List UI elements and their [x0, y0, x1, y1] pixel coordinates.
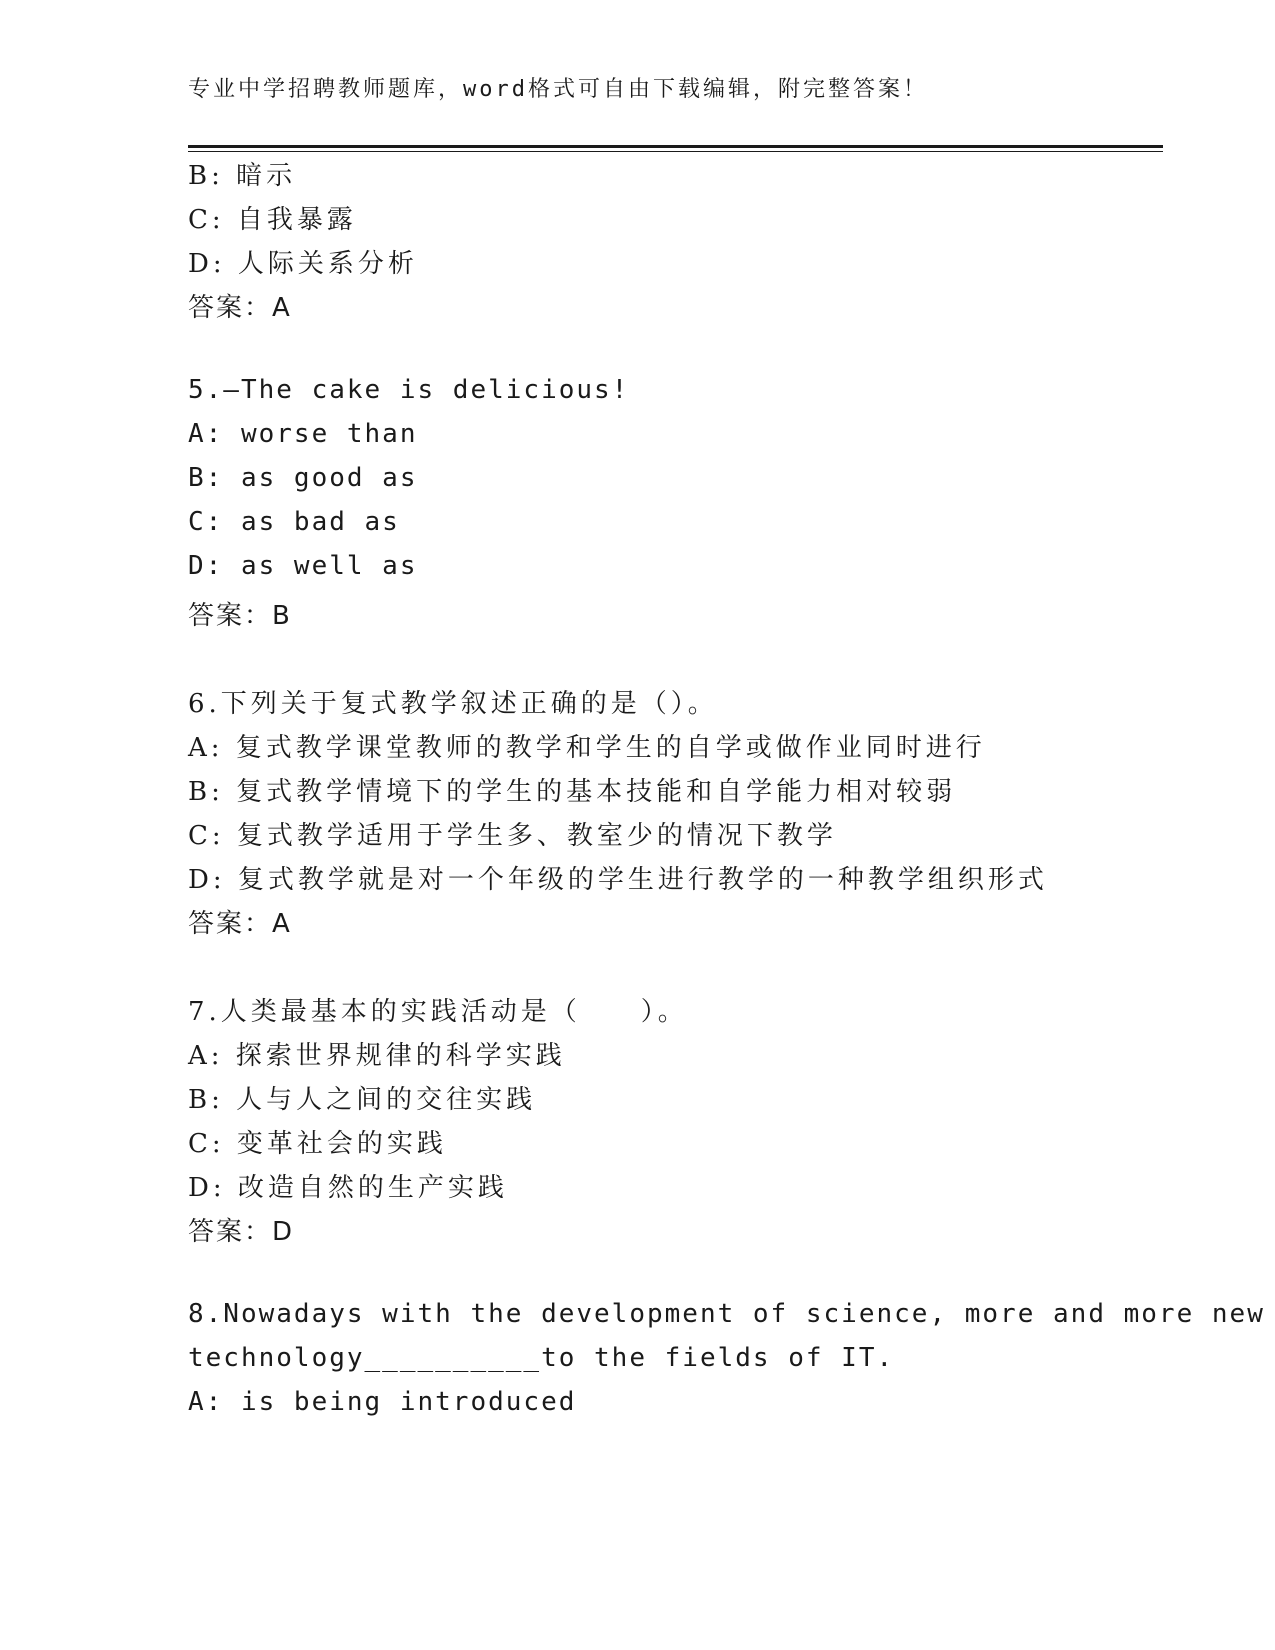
q8-stem-line2: technology__________to the fields of IT. [188, 1343, 895, 1373]
q4-answer: 答案：A [188, 293, 292, 323]
q5-stem: 5.—The cake is delicious! [188, 375, 630, 405]
q7-option-d: D: 改造自然的生产实践 [188, 1173, 508, 1203]
q8-option-a: A: is being introduced [188, 1387, 577, 1417]
q8-stem-line1: 8.Nowadays with the development of science, more and more new [188, 1299, 1265, 1329]
q6-answer: 答案：A [188, 909, 292, 939]
q4-option-b: B: 暗示 [188, 161, 297, 191]
q6-stem: 6.下列关于复式教学叙述正确的是（）。 [188, 689, 718, 719]
q6-option-a: A: 复式教学课堂教师的教学和学生的自学或做作业同时进行 [188, 733, 986, 763]
q7-option-c: C: 变革社会的实践 [188, 1129, 447, 1159]
q5-answer: 答案：B [188, 601, 292, 631]
header-divider [188, 145, 1163, 148]
q7-option-a: A: 探索世界规律的科学实践 [188, 1041, 566, 1071]
q5-option-d: D: as well as [188, 551, 418, 581]
header-divider-thin [188, 151, 1163, 152]
q7-answer: 答案：D [188, 1217, 295, 1247]
q6-option-b: B: 复式教学情境下的学生的基本技能和自学能力相对较弱 [188, 777, 957, 807]
q4-option-d: D: 人际关系分析 [188, 249, 418, 279]
q7-option-b: B: 人与人之间的交往实践 [188, 1085, 537, 1115]
q6-option-d: D: 复式教学就是对一个年级的学生进行教学的一种教学组织形式 [188, 865, 1048, 895]
q5-option-b: B: as good as [188, 463, 418, 493]
q4-option-c: C: 自我暴露 [188, 205, 357, 235]
page-header: 专业中学招聘教师题库，word格式可自由下载编辑，附完整答案！ [188, 77, 928, 102]
q5-option-a: A: worse than [188, 419, 418, 449]
q7-stem: 7.人类最基本的实践活动是（ ）。 [188, 997, 688, 1027]
q6-option-c: C: 复式教学适用于学生多、教室少的情况下教学 [188, 821, 837, 851]
q5-option-c: C: as bad as [188, 507, 400, 537]
